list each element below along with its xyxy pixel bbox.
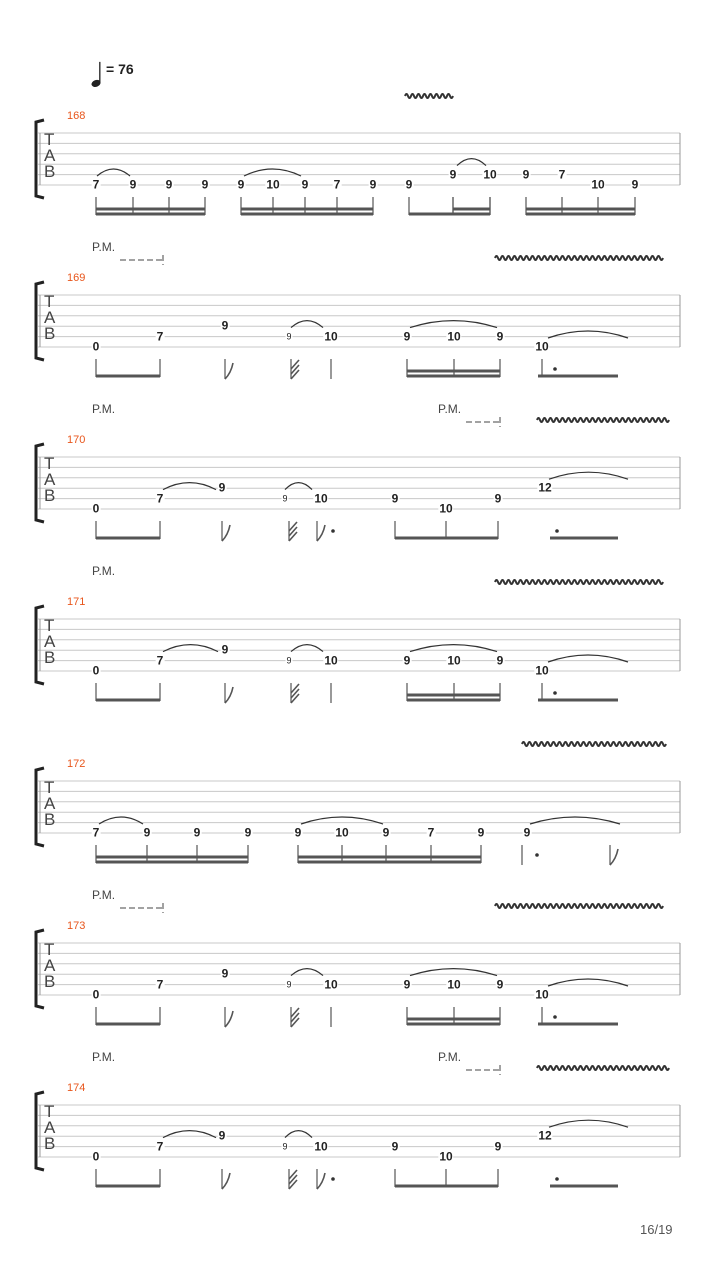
palm-mute-label: P.M. bbox=[438, 402, 462, 416]
palm-mute-dash bbox=[120, 903, 163, 913]
fret-number: 7 bbox=[92, 177, 100, 192]
dot bbox=[553, 1015, 557, 1019]
dot bbox=[535, 853, 539, 857]
tab-clef-letter: T bbox=[44, 616, 55, 635]
tab-clef-letter: B bbox=[44, 810, 56, 829]
tab-clef-letter: B bbox=[44, 162, 56, 181]
fret-number: 9 bbox=[282, 493, 288, 504]
fret-number: 9 bbox=[165, 177, 173, 192]
page-number: 16/19 bbox=[640, 1222, 673, 1237]
tab-staff bbox=[0, 88, 720, 250]
fret-number: 10 bbox=[439, 501, 453, 516]
fret-number: 9 bbox=[193, 825, 201, 840]
fret-number: 9 bbox=[403, 977, 411, 992]
fret-number: 9 bbox=[391, 491, 399, 506]
tab-clef-letter: A bbox=[44, 632, 56, 651]
vibrato-icon bbox=[405, 94, 453, 98]
fret-number: 9 bbox=[391, 1139, 399, 1154]
fret-number: 9 bbox=[403, 329, 411, 344]
tab-system bbox=[0, 564, 720, 736]
flag-icon bbox=[225, 363, 233, 379]
tab-clef-letter: A bbox=[44, 470, 56, 489]
fret-number: 9 bbox=[494, 1139, 502, 1154]
fret-number: 10 bbox=[266, 177, 280, 192]
fret-number: 9 bbox=[221, 966, 229, 981]
fret-number: 10 bbox=[439, 1149, 453, 1164]
fret-number: 9 bbox=[282, 1141, 288, 1152]
measure-number: 171 bbox=[67, 596, 86, 608]
tab-clef-letter: T bbox=[44, 130, 55, 149]
fret-number: 0 bbox=[92, 987, 100, 1002]
fret-number: 0 bbox=[92, 501, 100, 516]
fret-number: 9 bbox=[286, 979, 292, 990]
flag-icon bbox=[225, 687, 233, 703]
tab-clef-letter: A bbox=[44, 308, 56, 327]
tab-staff bbox=[0, 574, 720, 736]
palm-mute-dash bbox=[466, 417, 500, 427]
fret-number: 10 bbox=[324, 977, 338, 992]
fret-number: 10 bbox=[447, 653, 461, 668]
dot bbox=[555, 529, 559, 533]
fret-number: 9 bbox=[201, 177, 209, 192]
fret-number: 9 bbox=[494, 491, 502, 506]
fret-number: 10 bbox=[447, 977, 461, 992]
fret-number: 10 bbox=[483, 167, 497, 182]
fret-number: 9 bbox=[143, 825, 151, 840]
flag-icon bbox=[289, 527, 297, 536]
fret-number: 9 bbox=[496, 977, 504, 992]
flag-icon bbox=[222, 525, 230, 541]
measure-number: 174 bbox=[67, 1082, 86, 1094]
flag-icon bbox=[289, 532, 297, 541]
tab-staff bbox=[0, 250, 720, 412]
fret-number: 7 bbox=[427, 825, 435, 840]
flag-icon bbox=[291, 360, 299, 369]
flag-icon bbox=[291, 370, 299, 379]
fret-number: 10 bbox=[447, 329, 461, 344]
tab-system bbox=[0, 1050, 720, 1222]
flag-icon bbox=[291, 684, 299, 693]
fret-number: 10 bbox=[314, 1139, 328, 1154]
fret-number: 9 bbox=[523, 825, 531, 840]
palm-mute-label: P.M. bbox=[438, 1050, 462, 1064]
fret-number: 10 bbox=[535, 987, 549, 1002]
tab-clef-letter: A bbox=[44, 956, 56, 975]
palm-mute-label: P.M. bbox=[92, 1050, 116, 1064]
fret-number: 9 bbox=[286, 655, 292, 666]
fret-number: 7 bbox=[333, 177, 341, 192]
fret-number: 9 bbox=[286, 331, 292, 342]
fret-number: 9 bbox=[218, 1128, 226, 1143]
tab-system bbox=[0, 402, 720, 574]
quarter-note-icon bbox=[90, 60, 104, 90]
fret-number: 10 bbox=[535, 663, 549, 678]
fret-number: 10 bbox=[535, 339, 549, 354]
fret-number: 12 bbox=[538, 1128, 552, 1143]
measure-number: 169 bbox=[67, 272, 86, 284]
measure-number: 168 bbox=[67, 110, 86, 122]
measure-number: 173 bbox=[67, 920, 86, 932]
fret-number: 7 bbox=[558, 167, 566, 182]
tab-system bbox=[0, 888, 720, 1060]
dot bbox=[553, 691, 557, 695]
fret-number: 7 bbox=[156, 491, 164, 506]
tab-clef-letter: T bbox=[44, 940, 55, 959]
tab-clef-letter: T bbox=[44, 292, 55, 311]
tab-clef-letter: B bbox=[44, 648, 56, 667]
flag-icon bbox=[225, 1011, 233, 1027]
tab-clef-letter: T bbox=[44, 1102, 55, 1121]
fret-number: 0 bbox=[92, 663, 100, 678]
vibrato-icon bbox=[537, 1066, 669, 1070]
flag-icon bbox=[610, 849, 618, 865]
fret-number: 10 bbox=[324, 653, 338, 668]
fret-number: 10 bbox=[591, 177, 605, 192]
tab-staff bbox=[0, 412, 720, 574]
palm-mute-label: P.M. bbox=[92, 240, 116, 254]
fret-number: 9 bbox=[631, 177, 639, 192]
flag-icon bbox=[291, 1013, 299, 1022]
dot bbox=[331, 529, 335, 533]
tab-clef-letter: A bbox=[44, 1118, 56, 1137]
fret-number: 7 bbox=[156, 329, 164, 344]
flag-icon bbox=[291, 694, 299, 703]
tab-staff bbox=[0, 1060, 720, 1222]
tab-clef-letter: A bbox=[44, 146, 56, 165]
tab-system bbox=[0, 88, 720, 250]
dot bbox=[555, 1177, 559, 1181]
tab-clef-letter: T bbox=[44, 454, 55, 473]
flag-icon bbox=[291, 1008, 299, 1017]
tab-clef-letter: T bbox=[44, 778, 55, 797]
flag-icon bbox=[317, 1173, 325, 1189]
vibrato-icon bbox=[522, 742, 666, 746]
fret-number: 9 bbox=[244, 825, 252, 840]
flag-icon bbox=[317, 525, 325, 541]
tab-system bbox=[0, 240, 720, 412]
tab-clef-letter: B bbox=[44, 324, 56, 343]
flag-icon bbox=[289, 1175, 297, 1184]
tab-clef-letter: B bbox=[44, 1134, 56, 1153]
tab-clef-letter: B bbox=[44, 972, 56, 991]
fret-number: 0 bbox=[92, 339, 100, 354]
vibrato-icon bbox=[495, 580, 663, 584]
tab-clef-letter: A bbox=[44, 794, 56, 813]
palm-mute-dash bbox=[120, 255, 163, 265]
measure-number: 172 bbox=[67, 758, 86, 770]
fret-number: 9 bbox=[221, 642, 229, 657]
fret-number: 9 bbox=[449, 167, 457, 182]
palm-mute-label: P.M. bbox=[92, 402, 116, 416]
fret-number: 9 bbox=[496, 329, 504, 344]
fret-number: 0 bbox=[92, 1149, 100, 1164]
fret-number: 7 bbox=[92, 825, 100, 840]
tab-system bbox=[0, 736, 720, 898]
flag-icon bbox=[291, 1018, 299, 1027]
fret-number: 9 bbox=[218, 480, 226, 495]
tab-staff bbox=[0, 736, 720, 898]
fret-number: 7 bbox=[156, 653, 164, 668]
fret-number: 9 bbox=[477, 825, 485, 840]
fret-number: 9 bbox=[237, 177, 245, 192]
dot bbox=[553, 367, 557, 371]
fret-number: 9 bbox=[405, 177, 413, 192]
dot bbox=[331, 1177, 335, 1181]
flag-icon bbox=[291, 365, 299, 374]
flag-icon bbox=[289, 1180, 297, 1189]
fret-number: 9 bbox=[496, 653, 504, 668]
measure-number: 170 bbox=[67, 434, 86, 446]
fret-number: 9 bbox=[221, 318, 229, 333]
tab-clef-letter: B bbox=[44, 486, 56, 505]
fret-number: 10 bbox=[335, 825, 349, 840]
fret-number: 10 bbox=[324, 329, 338, 344]
vibrato-icon bbox=[495, 256, 663, 260]
vibrato-icon bbox=[537, 418, 669, 422]
flag-icon bbox=[222, 1173, 230, 1189]
fret-number: 7 bbox=[156, 977, 164, 992]
fret-number: 10 bbox=[314, 491, 328, 506]
flag-icon bbox=[291, 689, 299, 698]
fret-number: 9 bbox=[522, 167, 530, 182]
palm-mute-label: P.M. bbox=[92, 564, 116, 578]
fret-number: 12 bbox=[538, 480, 552, 495]
fret-number: 9 bbox=[382, 825, 390, 840]
fret-number: 9 bbox=[369, 177, 377, 192]
flag-icon bbox=[289, 1170, 297, 1179]
palm-mute-dash bbox=[466, 1065, 500, 1075]
fret-number: 9 bbox=[403, 653, 411, 668]
fret-number: 9 bbox=[301, 177, 309, 192]
fret-number: 7 bbox=[156, 1139, 164, 1154]
tab-staff bbox=[0, 898, 720, 1060]
fret-number: 9 bbox=[129, 177, 137, 192]
palm-mute-label: P.M. bbox=[92, 888, 116, 902]
fret-number: 9 bbox=[294, 825, 302, 840]
vibrato-icon bbox=[495, 904, 663, 908]
flag-icon bbox=[289, 522, 297, 531]
tempo-label: = 76 bbox=[106, 61, 134, 77]
